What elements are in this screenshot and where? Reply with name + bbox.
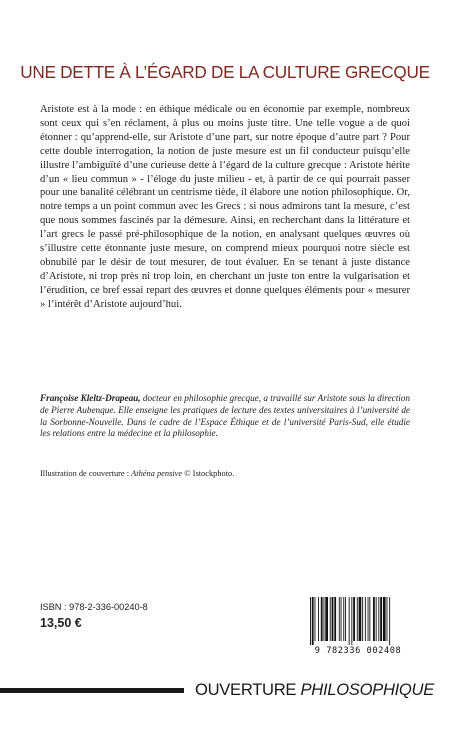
barcode-bar [330, 597, 331, 641]
barcode-bar [359, 597, 362, 641]
barcode-bar [318, 597, 319, 641]
barcode-bar [380, 597, 382, 641]
barcode-bar [315, 597, 316, 641]
barcode-bar [341, 597, 342, 641]
barcode-bar [324, 597, 325, 641]
barcode-bar [357, 597, 358, 641]
cover-credit-prefix: Illustration de couverture : [40, 469, 132, 478]
collection-banner [0, 680, 450, 700]
collection-name-word2: PHILOSOPHIQUE [300, 680, 434, 699]
ean13-barcode-icon [308, 597, 412, 645]
barcode-bar [373, 597, 375, 641]
barcode-bar [369, 597, 370, 641]
barcode-bar [365, 597, 366, 641]
barcode-bar [312, 597, 314, 645]
price-label: 13,50 € [40, 616, 82, 630]
author-bio-text: docteur en philosophie grecque, a travaillé sur Aristote sous la direction de Pierre Aubenque. Elle enseigne les pratiques de lecture des textes universitaires à l’université de la Sorbonne-Nouvelle. Dans le cadre de l’Espace Éthique et de l’université Paris-Sud, elle étudie les relations entre la médecine et la philosophie. [40, 393, 410, 439]
collection-name [195, 680, 434, 700]
barcode-bar [368, 597, 369, 641]
barcode-bar [387, 597, 388, 641]
barcode-bar [349, 597, 350, 645]
barcode-bar [321, 597, 323, 641]
barcode-bar [383, 597, 386, 641]
barcode-bars [308, 597, 412, 645]
author-bio [40, 393, 410, 440]
barcode-bar [334, 597, 336, 641]
barcode-digits: 9 782336 002408 [314, 646, 402, 656]
cover-credit [40, 469, 410, 478]
barcode-bar [310, 597, 311, 645]
cover-credit-work: Athéna pensive [131, 469, 183, 478]
barcode-bar [345, 597, 346, 641]
barcode-bar [332, 597, 334, 641]
barcode-bar [339, 597, 340, 641]
author-name: Françoise Kleltz-Drapeau, [40, 393, 141, 403]
barcode-bar [376, 597, 377, 641]
barcode-bar [351, 597, 352, 645]
summary-text: Aristote est à la mode : en éthique médicale ou en économie par exemple, nombreux sont ceux qui s’en réclament, à plus ou moins juste titre. Une telle vogue a de quoi étonner : qu’apprend-elle, sur Aristote d’une part, sur notre époque d’autre part ? Pour cette double interrogation, la notion de juste mesure est un fil conducteur puisqu’elle illustre l’ambiguïté d’une curieuse dette à l’égard de la culture grecque : Aristote hérite d’un « lieu commun » - l’éloge du juste milieu - et, à partir de ce qui pourrait passer pour une banalité célébrant un centrisme tiède, il élabore une notion philosophique. Or, notre temps a un point commun avec les Grecs : si nous admirons tant la mesure, c’est que nous sommes fascinés par la démesure. Ainsi, en recherchant dans la littérature et l’art grecs le passé pré-philosophique de la notion, en analysant quelques œuvres où s’illustre cette étonnante juste mesure, on comprend mieux pourquoi notre siècle est obnubilé par le désir de tout mesurer, de tout évaluer. En se tenant à juste distance d’Aristote, ni trop près ni trop loin, en cherchant un juste ton entre la vulgarisation et l’érudition, ce bref essai repart des œuvres et donne quelques éléments pour « mesurer » l’intérêt d’Aristote aujourd’hui. [40, 104, 410, 310]
collection-rule [0, 688, 184, 693]
collection-name-word1: OUVERTURE [195, 680, 301, 699]
barcode-bar [343, 597, 344, 641]
barcode-bar [325, 597, 328, 641]
barcode-bar [389, 597, 390, 645]
barcode-bar [353, 597, 355, 641]
book-title: UNE DETTE À L’ÉGARD DE LA CULTURE GRECQUE [20, 62, 430, 82]
isbn-label: ISBN : 978-2-336-00240-8 [40, 602, 148, 612]
barcode-bar [378, 597, 379, 641]
cover-credit-suffix: © Istockphoto. [182, 469, 235, 478]
barcode-bar [362, 597, 363, 641]
